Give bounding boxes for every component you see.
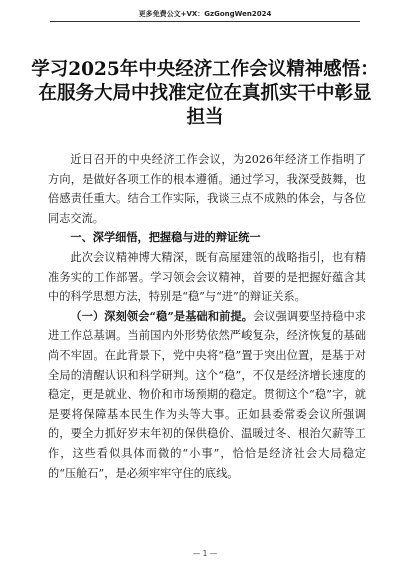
page-header: 更多免费公文+VX：GzGongWen2024 bbox=[138, 10, 272, 18]
title-line-1: 学习2025年中央经济工作会议精神感悟： bbox=[31, 59, 379, 80]
document-body bbox=[48, 150, 366, 483]
document-title bbox=[30, 58, 380, 130]
section-1-paragraph: 此次会议精神博大精深，既有高屋建瓴的战略指引，也有精准务实的工作部署。学习领会会议精神，首要的是把握好蕴含其中的科学思想方法，特别是“稳”与“进”的辩证关系。 bbox=[48, 250, 366, 304]
section-heading-1: 一、深学细悟，把握稳与进的辩证统一 bbox=[70, 231, 261, 245]
title-line-3: 担当 bbox=[186, 107, 224, 128]
intro-paragraph: 近日召开的中央经济工作会议，为2026年经济工作指明了方向，是做好各项工作的根本遵循。通过学习，我深受鼓舞，也倍感责任重大。结合工作实际，我谈三点不成熟的体会，与各位同志交流。 bbox=[48, 153, 366, 225]
subsection-1-paragraph bbox=[48, 307, 366, 483]
header-rule bbox=[50, 21, 360, 22]
subsection-1-text: 会议强调要坚持稳中求进工作总基调。当前国内外形势依然严峻复杂，经济恢复的基础尚不牢固。在此背景下，党中央将“稳”置于突出位置，是基于对全局的清醒认识和科学研判。这个“稳”，不仅是经济增长速度的稳定，更是就业、物价和市场预期的稳定。贯彻这个“稳”字，就是要将保障基本民生作为头等大事。正如县委常委会议所强调的，要全力抓好岁末年初的保供稳价、温暖过冬、根治欠薪等工作，这些看似具体而微的“小事”，恰恰是经济社会大局稳定的“压舱石”，是必须牢牢守住的底线。 bbox=[48, 309, 366, 480]
subsection-heading-1: （一）深刻领会“稳”是基础和前提。 bbox=[70, 308, 254, 323]
page-number: — 1 — bbox=[192, 549, 218, 558]
title-line-2: 在服务大局中找准定位在真抓实干中彰显 bbox=[38, 83, 372, 104]
